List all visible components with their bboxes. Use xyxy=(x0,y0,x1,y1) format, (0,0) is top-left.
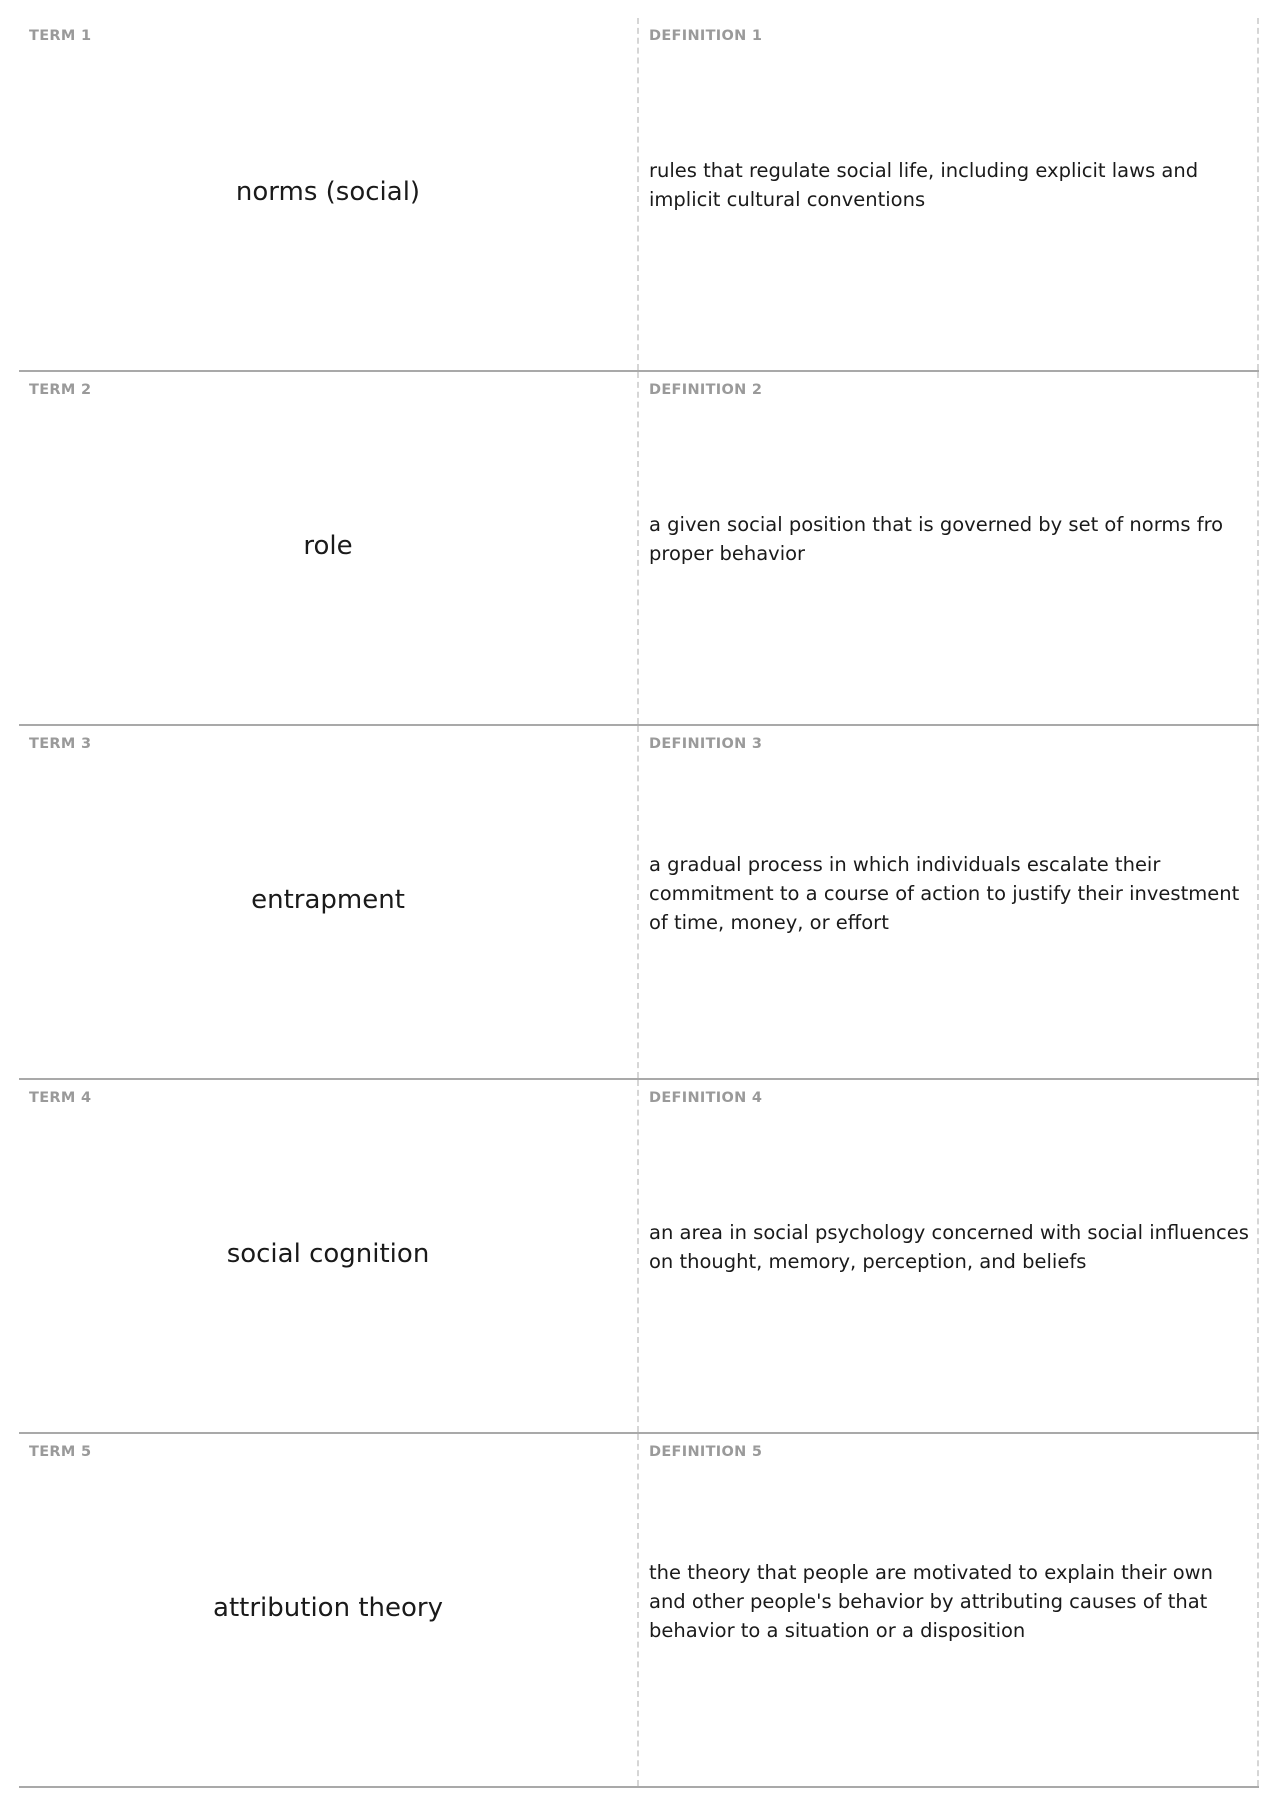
flashcard-sheet xyxy=(19,18,1259,1788)
definition-label: DEFINITION 5 xyxy=(649,1444,763,1460)
definition-cell xyxy=(639,18,1259,370)
term-text: entrapment xyxy=(251,885,405,915)
definition-cell xyxy=(639,1434,1259,1786)
term-label: TERM 2 xyxy=(29,382,92,398)
term-text: norms (social) xyxy=(235,177,421,207)
definition-text: rules that regulate social life, including explicit laws and implicit cultural conventions xyxy=(649,159,1199,211)
flashcard-row xyxy=(19,372,1259,726)
term-label: TERM 5 xyxy=(29,1444,92,1460)
term-cell xyxy=(19,726,639,1078)
term-label: TERM 1 xyxy=(29,28,92,44)
flashcard-row xyxy=(19,18,1259,372)
definition-cell xyxy=(639,372,1259,724)
definition-text: a gradual process in which individuals escalate their commitment to a course of action to justify their investment of time, money, or effort xyxy=(649,852,1240,934)
definition-cell xyxy=(639,1080,1259,1432)
flashcard-row xyxy=(19,1080,1259,1434)
term-label: TERM 3 xyxy=(29,736,92,752)
definition-label: DEFINITION 4 xyxy=(649,1090,763,1106)
definition-label: DEFINITION 1 xyxy=(649,28,763,44)
term-cell xyxy=(19,372,639,724)
definition-text: a given social position that is governed by set of norms fro proper behavior xyxy=(649,513,1224,565)
term-cell xyxy=(19,18,639,370)
term-text: role xyxy=(303,531,353,561)
definition-cell xyxy=(639,726,1259,1078)
flashcard-row xyxy=(19,1434,1259,1788)
definition-text: an area in social psychology concerned with social influences on thought, memory, perception, and beliefs xyxy=(649,1221,1249,1273)
definition-label: DEFINITION 3 xyxy=(649,736,763,752)
definition-text: the theory that people are motivated to explain their own and other people's behavior by attributing causes of that behavior to a situation or a disposition xyxy=(649,1560,1213,1642)
term-text: attribution theory xyxy=(213,1593,443,1623)
flashcard-row xyxy=(19,726,1259,1080)
term-cell xyxy=(19,1434,639,1786)
definition-label: DEFINITION 2 xyxy=(649,382,763,398)
term-text: social cognition xyxy=(226,1239,430,1269)
term-cell xyxy=(19,1080,639,1432)
term-label: TERM 4 xyxy=(29,1090,92,1106)
